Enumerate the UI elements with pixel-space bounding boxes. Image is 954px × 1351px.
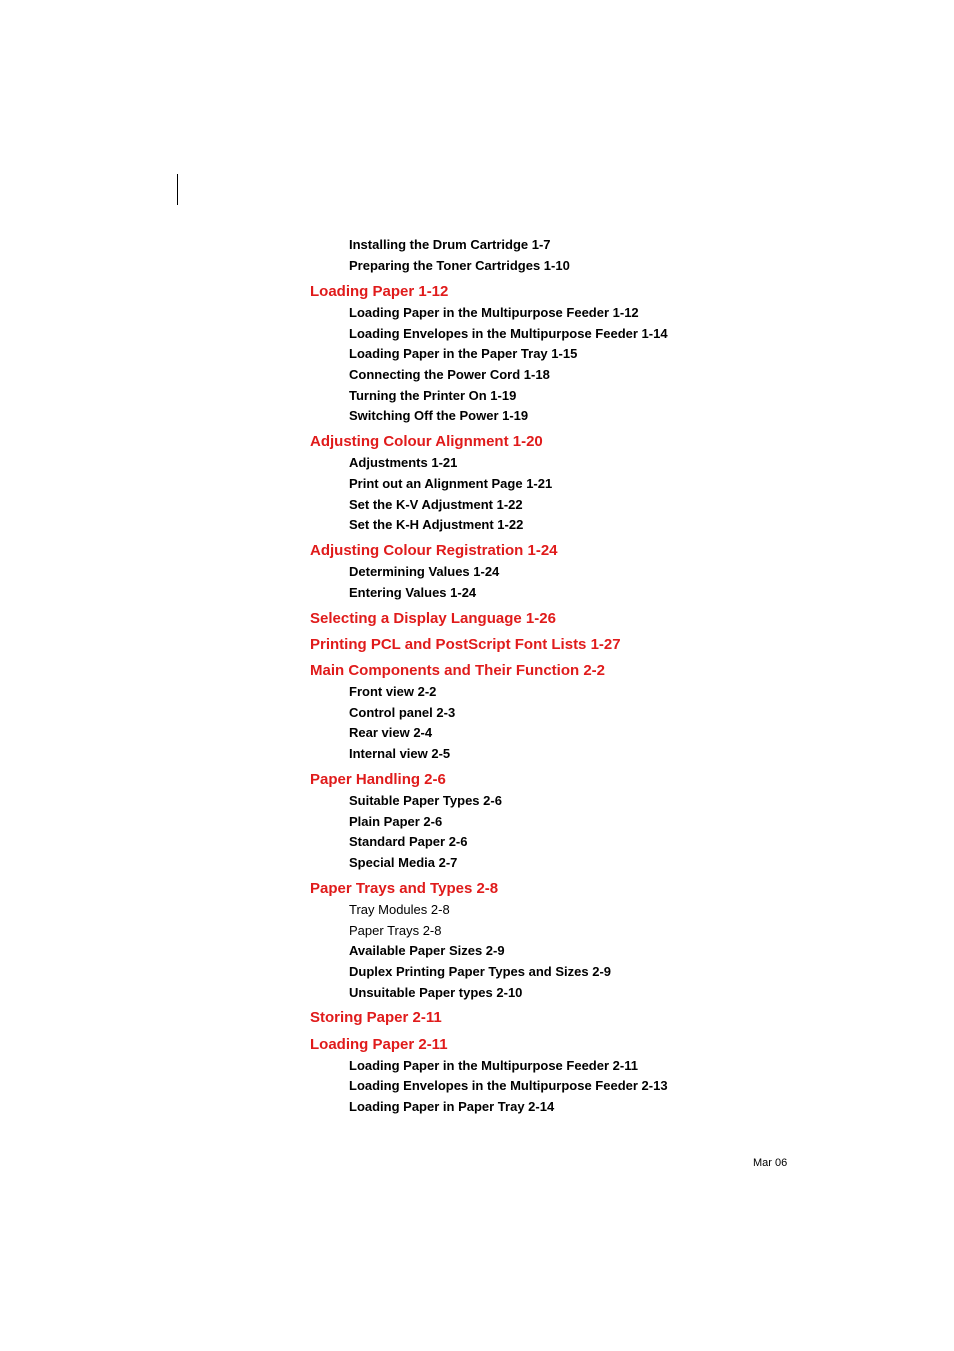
toc-section-heading[interactable]: Paper Handling 2-6 (310, 771, 446, 788)
toc-entry[interactable]: Preparing the Toner Cartridges 1-10 (349, 258, 570, 273)
footer-date: Mar 06 (753, 1157, 788, 1169)
toc-entry[interactable]: Available Paper Sizes 2-9 (349, 943, 505, 958)
toc-entry[interactable]: Entering Values 1-24 (349, 585, 477, 600)
toc-entry[interactable]: Set the K-H Adjustment 1-22 (349, 517, 524, 532)
toc-entry[interactable]: Loading Paper in the Multipurpose Feeder 1-12 (349, 305, 639, 320)
toc-section-heading[interactable]: Adjusting Colour Alignment 1-20 (310, 433, 543, 450)
toc-entry[interactable]: Control panel 2-3 (349, 705, 456, 720)
toc-entry[interactable]: Print out an Alignment Page 1-21 (349, 476, 553, 491)
toc-entry[interactable]: Tray Modules 2-8 (349, 902, 450, 917)
toc-section-heading[interactable]: Storing Paper 2-11 (310, 1009, 442, 1026)
toc-entry[interactable]: Set the K-V Adjustment 1-22 (349, 497, 523, 512)
toc-section-heading[interactable]: Adjusting Colour Registration 1-24 (310, 542, 558, 559)
toc-section-heading[interactable]: Loading Paper 1-12 (310, 283, 449, 300)
toc-entry[interactable]: Loading Paper in the Paper Tray 1-15 (349, 346, 578, 361)
toc-entry[interactable]: Plain Paper 2-6 (349, 814, 443, 829)
toc-section-heading[interactable]: Main Components and Their Function 2-2 (310, 662, 606, 679)
toc-entry[interactable]: Loading Paper in Paper Tray 2-14 (349, 1099, 555, 1114)
toc-entry[interactable]: Determining Values 1-24 (349, 564, 500, 579)
toc-entry[interactable]: Installing the Drum Cartridge 1-7 (349, 237, 551, 252)
toc-entry[interactable]: Suitable Paper Types 2-6 (349, 793, 502, 808)
toc-entry[interactable]: Turning the Printer On 1-19 (349, 388, 517, 403)
toc-entry[interactable]: Adjustments 1-21 (349, 455, 458, 470)
toc-section-heading[interactable]: Selecting a Display Language 1-26 (310, 610, 556, 627)
toc-entry[interactable]: Paper Trays 2-8 (349, 923, 442, 938)
toc-entry[interactable]: Standard Paper 2-6 (349, 834, 468, 849)
toc-entry[interactable]: Loading Paper in the Multipurpose Feeder 2-11 (349, 1058, 638, 1073)
toc-entry[interactable]: Rear view 2-4 (349, 725, 433, 740)
toc-entry[interactable]: Connecting the Power Cord 1-18 (349, 367, 550, 382)
toc-entry[interactable]: Internal view 2-5 (349, 746, 451, 761)
toc-entry[interactable]: Loading Envelopes in the Multipurpose Feeder 2-13 (349, 1078, 668, 1093)
toc-entry[interactable]: Switching Off the Power 1-19 (349, 408, 529, 423)
toc-entry[interactable]: Unsuitable Paper types 2-10 (349, 985, 523, 1000)
toc-entry[interactable]: Special Media 2-7 (349, 855, 458, 870)
toc-entry[interactable]: Front view 2-2 (349, 684, 437, 699)
toc-section-heading[interactable]: Paper Trays and Types 2-8 (310, 880, 499, 897)
toc-section-heading[interactable]: Printing PCL and PostScript Font Lists 1-27 (310, 636, 621, 653)
toc-entry[interactable]: Duplex Printing Paper Types and Sizes 2-9 (349, 964, 611, 979)
toc-entry[interactable]: Loading Envelopes in the Multipurpose Feeder 1-14 (349, 326, 668, 341)
toc-section-heading[interactable]: Loading Paper 2-11 (310, 1036, 448, 1053)
